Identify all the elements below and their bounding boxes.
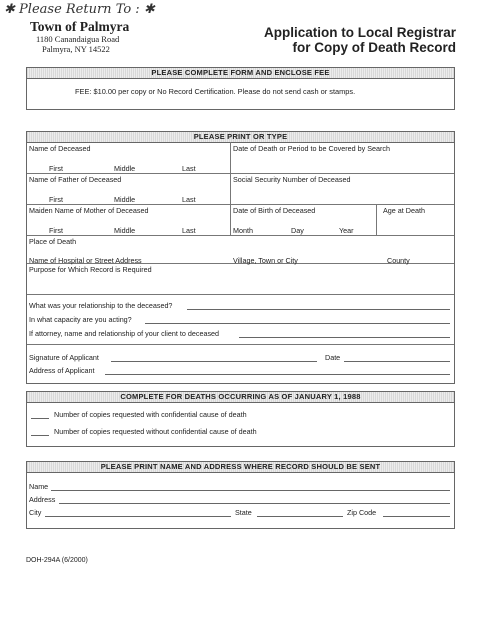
day-label: Day: [291, 226, 304, 235]
relationship-field[interactable]: [187, 309, 450, 310]
first-label: First: [49, 226, 63, 235]
ssn-label: Social Security Number of Deceased: [233, 175, 351, 184]
age-at-death-label: Age at Death: [383, 206, 425, 215]
send-address-label: Address: [29, 495, 56, 504]
office-name: Town of Palmyra: [30, 19, 130, 34]
print-section: [26, 131, 455, 384]
send-state-label: State: [235, 508, 252, 517]
applicant-address-label: Address of Applicant: [29, 366, 95, 375]
middle-label: Middle: [114, 226, 136, 235]
send-zip-field[interactable]: [383, 516, 450, 517]
middle-label: Middle: [114, 195, 136, 204]
date-of-birth-label: Date of Birth of Deceased: [233, 206, 316, 215]
county-label: County: [387, 256, 410, 265]
with-cause-label: Number of copies requested with confidential cause of death: [54, 410, 247, 419]
star-icon: ✱: [4, 2, 15, 17]
father-name-label: Name of Father of Deceased: [29, 175, 122, 184]
send-section-heading: PLEASE PRINT NAME AND ADDRESS WHERE RECORD SHOULD BE SENT: [27, 462, 454, 473]
form-title-line1: Application to Local Registrar: [263, 25, 456, 40]
with-cause-copies-field[interactable]: [31, 418, 49, 419]
office-address-line2: Palmyra, NY 14522: [42, 44, 110, 54]
purpose-label: Purpose for Which Record is Required: [29, 265, 152, 274]
star-icon: ✱: [143, 2, 155, 17]
year-label: Year: [339, 226, 354, 235]
send-zip-label: Zip Code: [347, 508, 377, 517]
village-label: Village, Town or City: [233, 256, 298, 265]
date-label: Date: [325, 353, 341, 362]
applicant-address-field[interactable]: [105, 374, 450, 375]
first-label: First: [49, 164, 63, 173]
date-of-death-label: Date of Death or Period to be Covered by Search: [233, 144, 391, 153]
form-title: [264, 25, 456, 55]
last-label: Last: [182, 226, 196, 235]
handwritten-note: [4, 2, 155, 17]
deaths-section-heading: COMPLETE FOR DEATHS OCCURRING AS OF JANUARY 1, 1988: [27, 392, 454, 403]
last-label: Last: [182, 195, 196, 204]
name-of-deceased-label: Name of Deceased: [29, 144, 91, 153]
send-city-label: City: [29, 508, 42, 517]
send-address-field[interactable]: [59, 503, 450, 504]
middle-label: Middle: [114, 164, 136, 173]
office-address-line1: 1180 Canandaigua Road: [36, 34, 120, 44]
place-of-death-label: Place of Death: [29, 237, 77, 246]
fee-section-heading: PLEASE COMPLETE FORM AND ENCLOSE FEE: [27, 68, 454, 79]
fee-section: [26, 67, 455, 110]
month-label: Month: [233, 226, 253, 235]
fee-text: FEE: $10.00 per copy or No Record Certification. Please do not send cash or stamps.: [75, 87, 356, 96]
send-city-field[interactable]: [45, 516, 231, 517]
hospital-label: Name of Hospital or Street Address: [29, 256, 142, 265]
mother-maiden-label: Maiden Name of Mother of Deceased: [29, 206, 149, 215]
deaths-section: [26, 391, 455, 447]
first-label: First: [49, 195, 63, 204]
last-label: Last: [182, 164, 196, 173]
capacity-field[interactable]: [145, 323, 450, 324]
send-state-field[interactable]: [257, 516, 343, 517]
capacity-label: In what capacity are you acting?: [29, 315, 132, 324]
without-cause-copies-field[interactable]: [31, 435, 49, 436]
attorney-label: If attorney, name and relationship of your client to deceased: [29, 329, 220, 338]
signature-field[interactable]: [111, 361, 317, 362]
send-name-field[interactable]: [51, 490, 450, 491]
relationship-label: What was your relationship to the deceased?: [29, 301, 173, 310]
handwritten-note-text: Please Return To :: [19, 2, 140, 17]
date-field[interactable]: [344, 361, 450, 362]
without-cause-label: Number of copies requested without confidential cause of death: [54, 427, 257, 436]
print-section-heading: PLEASE PRINT OR TYPE: [27, 132, 454, 143]
send-name-label: Name: [29, 482, 49, 491]
attorney-field[interactable]: [239, 337, 450, 338]
signature-label: Signature of Applicant: [29, 353, 99, 362]
form-number: DOH-294A (6/2000): [26, 557, 88, 564]
send-section: [26, 461, 455, 529]
form-title-line2: for Copy of Death Record: [292, 40, 456, 55]
